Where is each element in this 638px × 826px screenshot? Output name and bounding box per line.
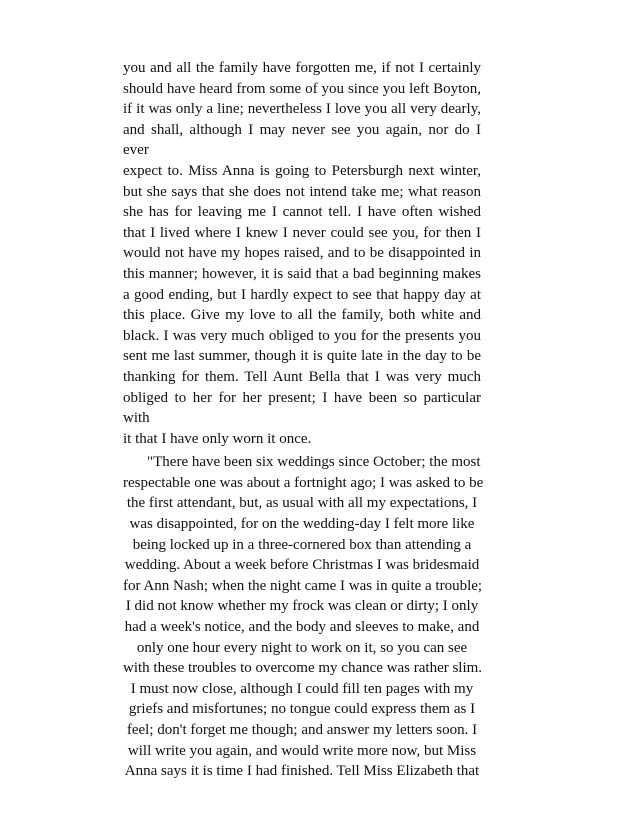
text-line: only one hour every night to work on it, so you can see — [136, 639, 468, 656]
text-line: should have heard from some of you since you left Boyton, — [123, 80, 481, 97]
text-line: this manner; however, it is said that a bad beginning makes — [123, 265, 481, 282]
text-line: "There have been six weddings since October; the most — [147, 454, 481, 471]
paragraph-1 — [123, 58, 481, 449]
document-page — [123, 58, 484, 782]
paragraph-2 — [123, 452, 484, 782]
text-line: will write you again, and would write more now, but Miss — [127, 742, 477, 759]
text-line: feel; don't forget me though; and answer my letters soon. I — [126, 722, 478, 738]
text-line: but she says that she does not intend take me; what reason — [123, 183, 481, 200]
text-line: thanking for them. Tell Aunt Bella that I was very much — [123, 368, 481, 385]
text-line: and shall, although I may never see you again, nor do I ever — [123, 121, 481, 159]
text-line: had a week's notice, and the body and sleeves to make, and — [124, 619, 480, 636]
text-line: Anna says it is time I had finished. Tell Miss Elizabeth that — [124, 763, 480, 780]
text-line: black. I was very much obliged to you for the presents you — [123, 327, 481, 344]
text-line: she has for leaving me I cannot tell. I have often wished — [123, 204, 481, 221]
text-line: a good ending, but I hardly expect to see that happy day at — [123, 286, 481, 303]
text-line: wedding. About a week before Christmas I was bridesmaid — [124, 557, 480, 574]
text-line: would not have my hopes raised, and to be disappointed in — [123, 245, 481, 262]
text-line: was disappointed, for on the wedding-day I felt more like — [129, 516, 475, 533]
text-line: this place. Give my love to all the family, both white and — [123, 307, 481, 324]
text-line: respectable one was about a fortnight ago; I was asked to be — [123, 474, 484, 491]
text-line: sent me last summer, though it is quite late in the day to be — [123, 348, 481, 365]
text-line: it that I have only worn it once. — [123, 430, 312, 447]
text-line: I did not know whether my frock was clean or dirty; I only — [125, 598, 479, 615]
text-line: with these troubles to overcome my chance was rather slim. — [123, 660, 483, 677]
text-line: you and all the family have forgotten me, if not I certainly — [123, 60, 481, 76]
text-line: expect to. Miss Anna is going to Petersburgh next winter, — [123, 162, 481, 179]
text-line: being locked up in a three-cornered box than attending a — [132, 536, 472, 553]
text-line: the first attendant, but, as usual with all my expectations, I — [126, 495, 478, 512]
text-line: that I lived where I knew I never could see you, for then I — [123, 224, 481, 241]
text-line: griefs and misfortunes; no tongue could express them as I — [128, 701, 476, 718]
text-line: for Ann Nash; when the night came I was in quite a trouble; — [123, 577, 483, 594]
text-line: if it was only a line; nevertheless I love you all very dearly, — [123, 101, 481, 118]
text-line: I must now close, although I could fill ten pages with my — [130, 680, 474, 697]
text-line: obliged to her for her present; I have been so particular with — [123, 389, 481, 427]
